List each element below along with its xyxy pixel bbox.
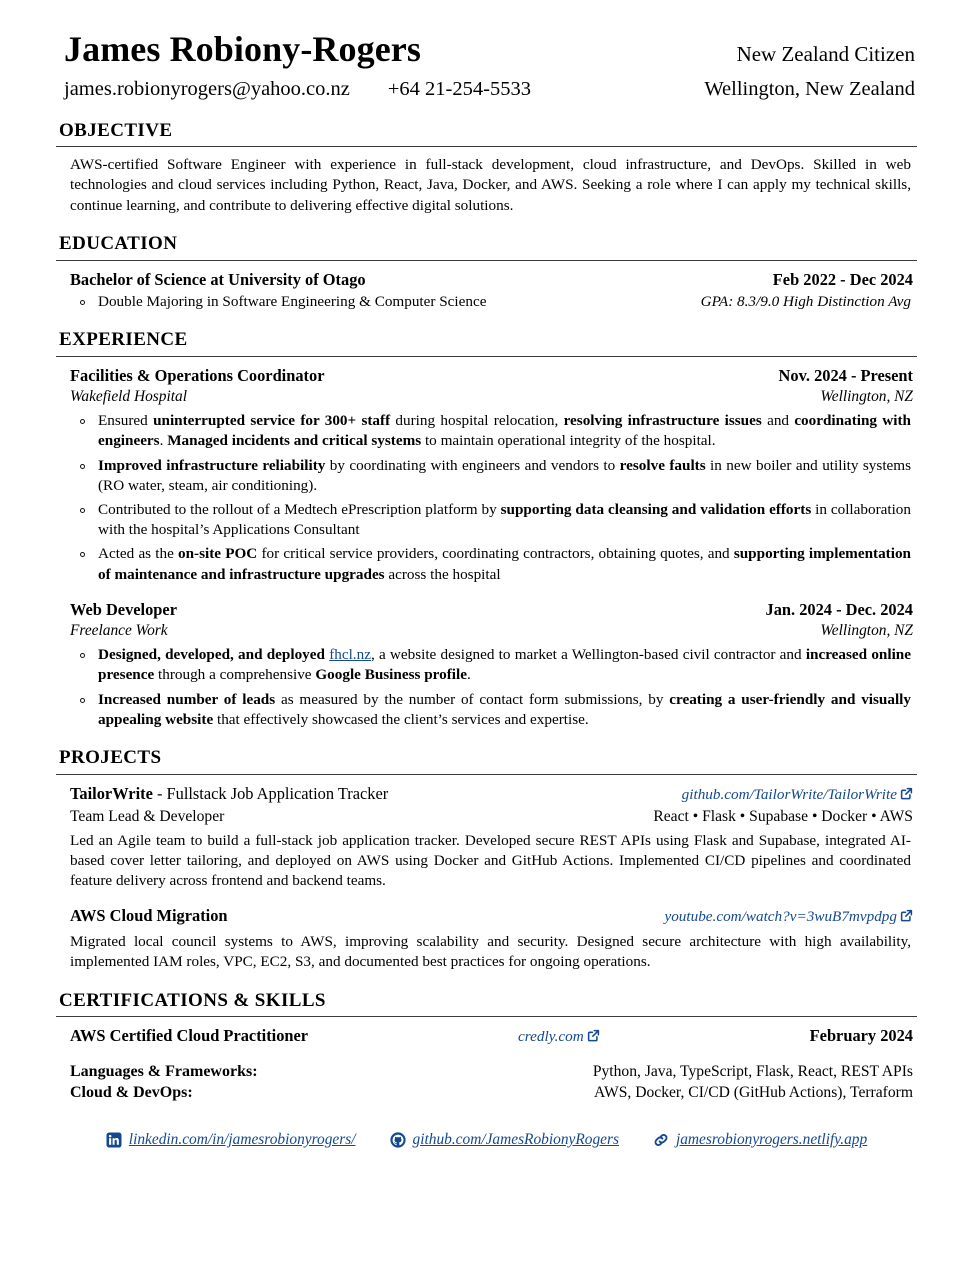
project-description: Led an Agile team to build a full-stack job application tracker. Developed secure REST APIs using Flask and Supabase, integrated AI-based cover letter tailoring, and deployed on AWS using Docker and GitHub Actions. Implemented CI/CD pipelines and coordinated feature delivery across frontend and backend teams. — [70, 831, 911, 890]
emphasis-text: increased online presence — [98, 646, 911, 684]
section-divider — [56, 1016, 917, 1017]
emphasis-text: resolve faults — [619, 456, 706, 474]
education-dates: Feb 2022 - Dec 2024 — [772, 269, 913, 289]
list-item — [70, 292, 911, 312]
resume-header — [56, 30, 917, 103]
section-objective — [56, 119, 917, 216]
candidate-name: James Robiony-Rogers — [64, 29, 421, 69]
body-text: , a website designed to market a Wellington-based civil contractor and — [370, 646, 806, 664]
inline-link[interactable]: fhcl.nz — [329, 646, 371, 664]
footer-link-text: jamesrobionyrogers.netlify.app — [675, 1130, 868, 1148]
skill-value: AWS, Docker, CI/CD (GitHub Actions), Terraform — [594, 1083, 913, 1101]
footer-link-text: github.com/JamesRobionyRogers — [412, 1130, 619, 1148]
section-divider — [56, 774, 917, 775]
project-link[interactable]: github.com/TailorWrite/TailorWrite — [682, 785, 913, 806]
emphasis-text: Increased number of leads — [98, 690, 276, 708]
emphasis-text: resolving infrastructure issues — [563, 412, 762, 430]
emphasis-text: coordinating with engineers — [98, 412, 911, 450]
footer-link[interactable] — [390, 1130, 619, 1150]
list-item — [70, 544, 911, 584]
skill-label: Cloud & DevOps: — [70, 1083, 193, 1101]
email-text[interactable]: james.robionyrogers@yahoo.co.nz — [64, 77, 350, 100]
body-text: Acted as the — [98, 545, 178, 563]
project-stack: React • Flask • Supabase • Docker • AWS — [653, 807, 913, 825]
section-title-certifications: CERTIFICATIONS & SKILLS — [59, 989, 326, 1011]
credly-link[interactable] — [518, 1028, 600, 1045]
linkedin-icon — [106, 1132, 122, 1148]
experience-title-row — [70, 599, 913, 620]
section-divider — [56, 146, 917, 147]
project-entry — [56, 783, 917, 892]
experience-title-row — [70, 365, 913, 386]
job-role: Web Developer — [70, 599, 177, 619]
education-row — [70, 269, 913, 290]
body-text: during hospital relocation, — [390, 412, 564, 430]
project-name: TailorWrite - Fullstack Job Application Tracker — [70, 783, 389, 803]
footer-link[interactable] — [653, 1130, 867, 1150]
job-company: Wakefield Hospital — [70, 388, 187, 406]
header-row-name — [56, 30, 917, 69]
skill-row — [70, 1062, 913, 1083]
project-role: Team Lead & Developer — [70, 807, 225, 825]
education-gpa: GPA: 8.3/9.0 High Distinction Avg — [700, 292, 911, 310]
objective-body: AWS-certified Software Engineer with experience in full-stack development, cloud infrastructure, and DevOps. Skilled in web technologies and cloud services including Python, React, Java, Docker, and AWS. Seeking a role where I can apply my technical skills, continue learning, and contribute to delivering effective digital solutions. — [70, 156, 911, 214]
section-title-education: EDUCATION — [59, 232, 178, 254]
job-location: Wellington, NZ — [820, 388, 913, 406]
experience-sub-row — [70, 621, 913, 641]
list-item — [70, 411, 911, 451]
section-projects — [56, 746, 917, 973]
section-title-projects: PROJECTS — [59, 747, 162, 769]
body-text: that effectively showcased the client’s services and expertise. — [213, 710, 589, 728]
job-role: Facilities & Operations Coordinator — [70, 365, 325, 385]
list-item — [70, 500, 911, 540]
project-title-row — [70, 905, 913, 928]
skills-list — [70, 1062, 913, 1104]
section-divider — [56, 260, 917, 261]
emphasis-text: supporting data cleansing and validation efforts — [500, 501, 812, 518]
project-description: Migrated local council systems to AWS, improving scalability and security. Designed secure architecture with high availability, implemented IAM roles, VPC, EC2, S3, and documented best practices for ongoing operations. — [70, 933, 911, 971]
education-bullets — [70, 292, 911, 312]
list-item — [70, 690, 911, 730]
skill-value: Python, Java, TypeScript, Flask, React, REST APIs — [592, 1063, 913, 1081]
github-icon — [390, 1132, 406, 1148]
experience-list — [56, 365, 917, 730]
emphasis-text: uninterrupted service for 300+ staff — [153, 412, 391, 430]
job-bullets — [70, 411, 911, 585]
job-company: Freelance Work — [70, 622, 168, 640]
experience-entry — [56, 365, 917, 585]
external-link-icon — [587, 1028, 600, 1048]
body-text: as measured by the number of contact form submissions, by — [275, 690, 670, 708]
project-entry — [56, 905, 917, 972]
certification-link-wrap — [308, 1027, 810, 1048]
body-text: to maintain operational integrity of the hospital. — [421, 432, 716, 450]
body-text: . — [159, 432, 168, 450]
credly-link-text: credly.com — [518, 1028, 584, 1046]
skill-label: Languages & Frameworks: — [70, 1063, 258, 1081]
list-item — [70, 645, 911, 685]
body-text: for critical service providers, coordinating contractors, obtaining quotes, and — [257, 545, 734, 563]
header-row-contact — [56, 76, 917, 103]
job-location: Wellington, NZ — [820, 622, 913, 640]
certification-name: AWS Certified Cloud Practitioner — [70, 1026, 309, 1046]
job-dates: Jan. 2024 - Dec. 2024 — [765, 599, 913, 619]
footer-link[interactable] — [106, 1130, 356, 1150]
citizenship-status: New Zealand Citizen — [736, 41, 915, 66]
list-item — [70, 456, 911, 496]
section-education — [56, 232, 917, 312]
body-text: in collaboration with the hospital’s Applications Consultant — [98, 501, 911, 539]
body-text: . — [466, 666, 471, 684]
project-meta-row — [70, 807, 913, 827]
body-text: in new boiler and utility systems (RO water, steam, air conditioning). — [98, 456, 911, 494]
emphasis-text: Managed incidents and critical systems — [167, 432, 422, 450]
projects-list — [56, 783, 917, 973]
body-text: Ensured — [98, 412, 154, 430]
phone-text[interactable]: +64 21-254-5533 — [387, 77, 531, 100]
section-certifications — [56, 989, 917, 1104]
job-dates: Nov. 2024 - Present — [778, 365, 913, 385]
emphasis-text: creating a user-friendly and visually appealing website — [98, 690, 911, 728]
education-major: Double Majoring in Software Engineering & Computer Science — [98, 292, 487, 310]
experience-entry — [56, 599, 917, 730]
project-link[interactable]: youtube.com/watch?v=3wuB7mvpdpg — [664, 907, 913, 928]
project-name: AWS Cloud Migration — [70, 906, 228, 926]
contact-group — [64, 76, 531, 103]
experience-sub-row — [70, 387, 913, 407]
emphasis-text: Google Business profile — [315, 666, 467, 684]
location-text: Wellington, New Zealand — [704, 77, 915, 100]
education-degree: Bachelor of Science at University of Otago — [70, 269, 366, 289]
project-title-row — [70, 783, 913, 806]
emphasis-text: Improved infrastructure reliability — [98, 456, 326, 474]
emphasis-text: supporting implementation of maintenance and infrastructure upgrades — [98, 545, 911, 583]
body-text: Contributed to the rollout of a Medtech ePrescription platform by — [98, 501, 501, 518]
body-text: and — [761, 412, 795, 430]
emphasis-text: on-site POC — [178, 545, 258, 563]
certification-date: February 2024 — [809, 1026, 913, 1046]
section-title-objective: OBJECTIVE — [59, 119, 173, 141]
job-bullets — [70, 645, 911, 730]
certification-row — [70, 1025, 913, 1048]
footer-link-text: linkedin.com/in/jamesrobionyrogers/ — [128, 1130, 356, 1148]
external-link-icon — [900, 908, 913, 928]
section-experience — [56, 328, 917, 730]
link-icon — [653, 1132, 669, 1148]
skill-row — [70, 1083, 913, 1104]
section-divider — [56, 356, 917, 357]
body-text: by coordinating with engineers and vendors to — [325, 456, 620, 474]
emphasis-text: Designed, developed, and deployed — [98, 646, 330, 664]
body-text: through a comprehensive — [154, 666, 316, 684]
body-text: across the hospital — [384, 565, 501, 583]
section-title-experience: EXPERIENCE — [59, 329, 188, 351]
external-link-icon — [900, 786, 913, 806]
footer-links — [56, 1126, 917, 1150]
